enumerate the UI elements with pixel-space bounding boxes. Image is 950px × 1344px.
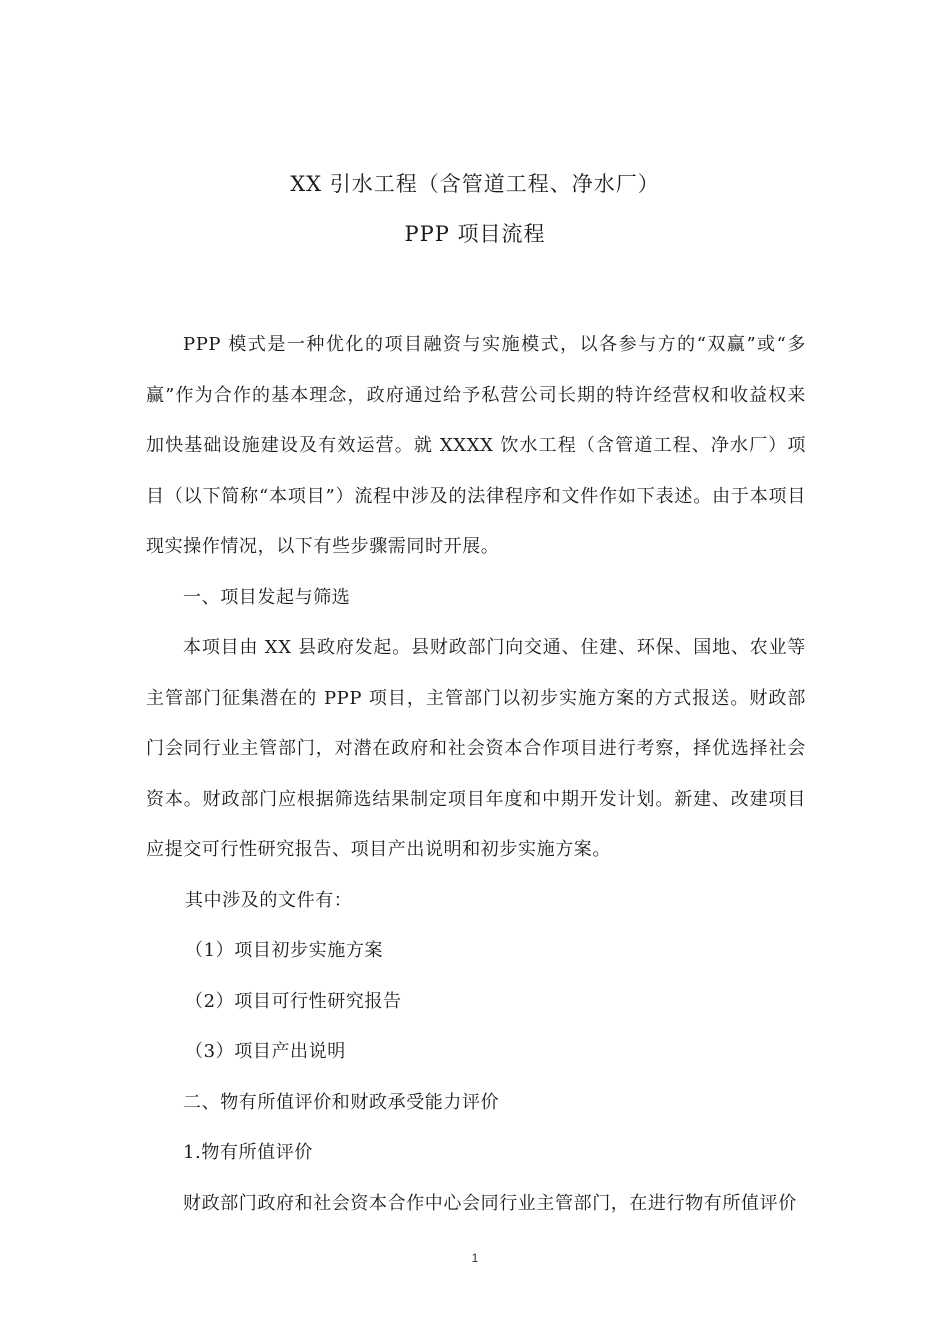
file-list-item: （2）项目可行性研究报告: [185, 990, 402, 1012]
section-1-heading: 一、项目发起与筛选: [183, 586, 351, 608]
file-list-item: （3）项目产出说明: [185, 1041, 346, 1062]
document-subtitle: PPP 项目流程: [404, 222, 546, 246]
file-list-item: （1）项目初步实施方案: [185, 940, 384, 961]
intro-paragraph: PPP 模式是一种优化的项目融资与实施模式，以各参与方的“双赢”或“多赢”作为合作的基本理念，政府通过给予私营公司长期的特许经营权和收益权来加快基础设施建设及有效运营。就 XXXX 饮水工程（含管道工程、净水厂）项目（以下简称“本项目”）流程中涉及的法律程序和文件作如下表述。由于本项目现实操作情况，以下有些步骤需同时开展。: [146, 334, 806, 557]
section-2-heading: 二、物有所值评价和财政承受能力评价: [183, 1091, 500, 1113]
section-2-subheading: 1.物有所值评价: [183, 1142, 313, 1163]
document-body: [146, 320, 806, 1229]
document-title: XX 引水工程（含管道工程、净水厂）: [290, 172, 660, 196]
files-intro: 其中涉及的文件有：: [185, 889, 353, 911]
section-2-paragraph: 财政部门政府和社会资本合作中心会同行业主管部门，在进行物有所值评价: [183, 1192, 797, 1214]
section-1-paragraph: 本项目由 XX 县政府发起。县财政部门向交通、住建、环保、国地、农业等主管部门征集潜在的 PPP 项目，主管部门以初步实施方案的方式报送。财政部门会同行业主管部门，对潜在政府和社会资本合作项目进行考察，择优选择社会资本。财政部门应根据筛选结果制定项目年度和中期开发计划。新建、改建项目应提交可行性研究报告、项目产出说明和初步实施方案。: [146, 637, 806, 860]
page-number: 1: [471, 1251, 479, 1265]
